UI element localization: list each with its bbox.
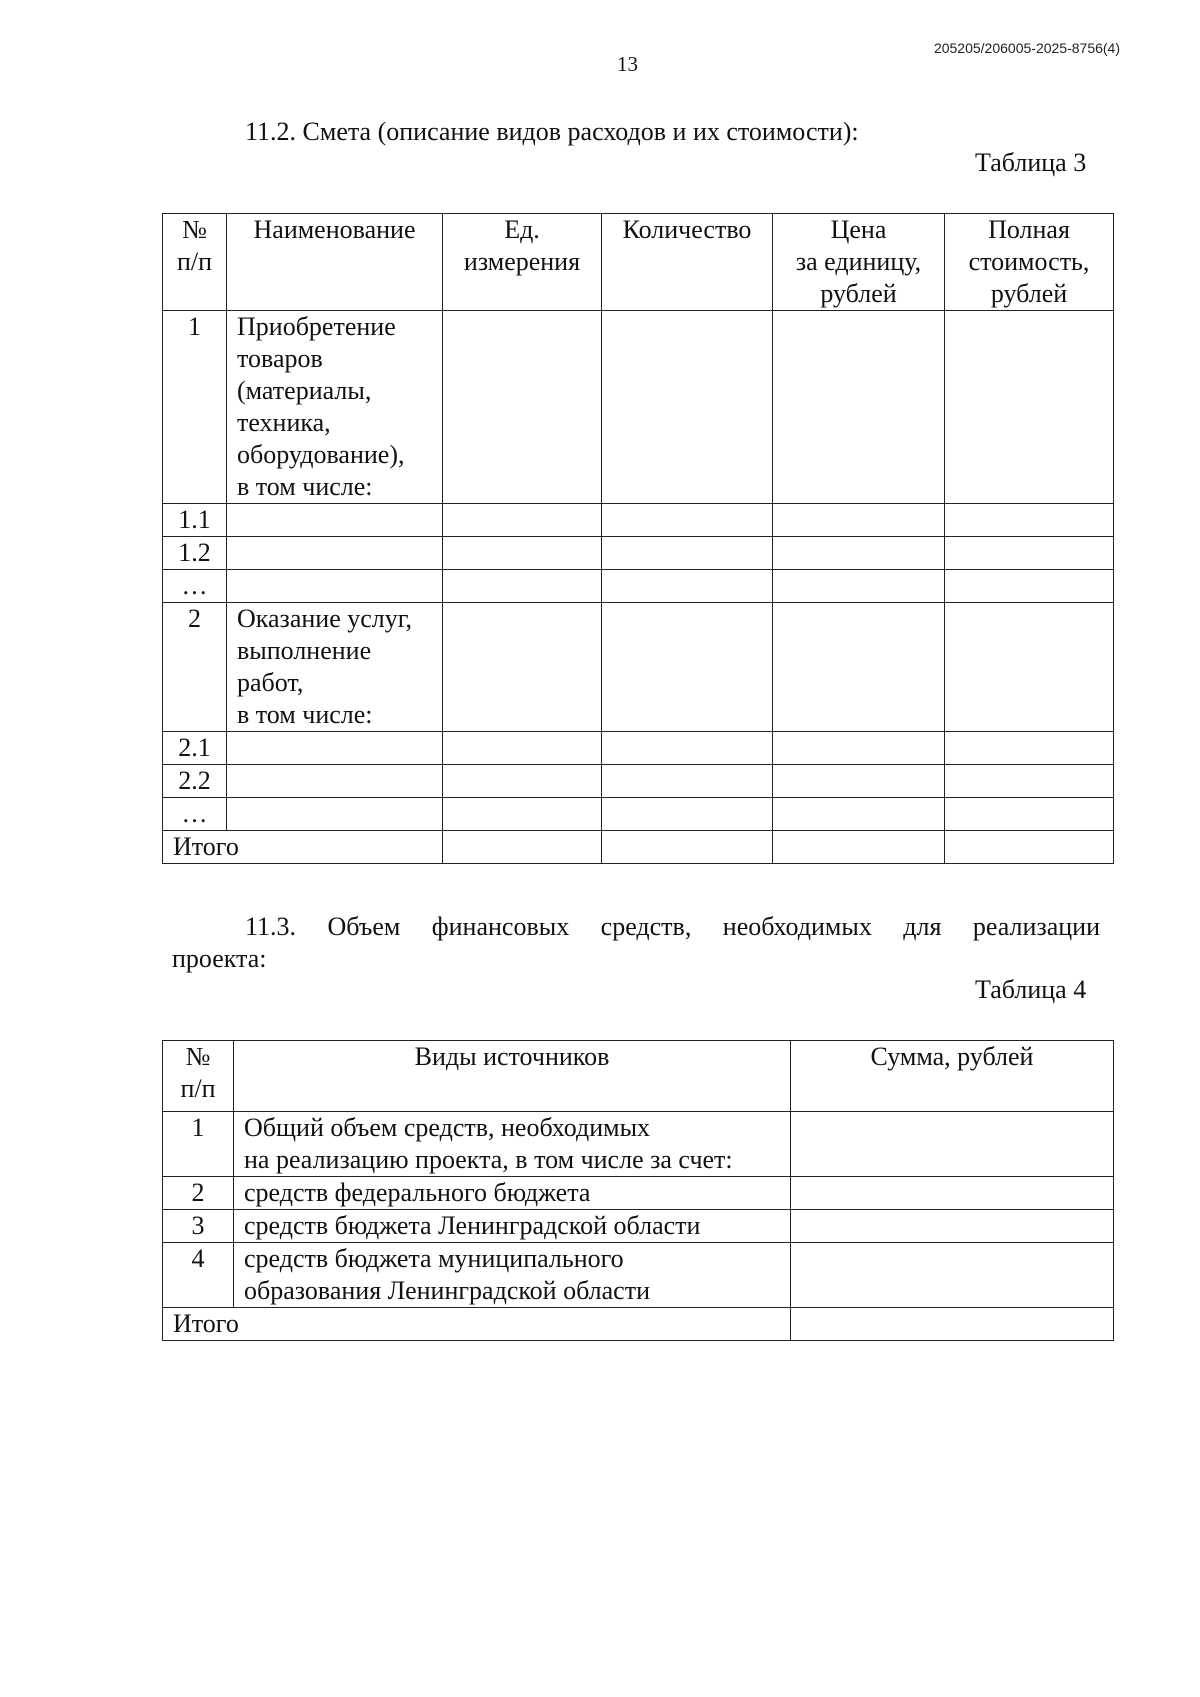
row-name[interactable] (227, 765, 443, 798)
table-header-row (163, 1041, 1114, 1112)
quantity-cell[interactable] (602, 765, 773, 798)
section-11-3-heading: 11.3. Объем финансовых средств, необходимых для реализации (245, 912, 1100, 941)
row-source: средств федерального бюджета (234, 1177, 791, 1210)
row-number: 2.1 (163, 732, 227, 765)
unit-cell[interactable] (443, 765, 602, 798)
estimate-table (162, 213, 1114, 864)
unit-price-cell[interactable] (773, 311, 945, 504)
total-cost-cell[interactable] (945, 311, 1114, 504)
total-cost-cell[interactable] (945, 537, 1114, 570)
unit-price-cell[interactable] (773, 537, 945, 570)
unit-price-cell[interactable] (773, 603, 945, 732)
column-header-unit: Ед. измерения (443, 214, 602, 311)
row-source: средств бюджета Ленинградской области (234, 1210, 791, 1243)
quantity-cell[interactable] (602, 831, 773, 864)
row-name: Оказание услуг, выполнение работ, в том числе: (227, 603, 443, 732)
column-header-unit-price: Цена за единицу, рублей (773, 214, 945, 311)
table-row (163, 1112, 1114, 1177)
amount-cell[interactable] (791, 1243, 1114, 1308)
column-header-number: № п/п (163, 214, 227, 311)
funding-sources-table (162, 1040, 1114, 1341)
unit-cell[interactable] (443, 603, 602, 732)
table-row (163, 603, 1114, 732)
row-number: 1.2 (163, 537, 227, 570)
unit-cell[interactable] (443, 732, 602, 765)
quantity-cell[interactable] (602, 537, 773, 570)
section-11-2-heading: 11.2. Смета (описание видов расходов и их стоимости): (245, 117, 859, 146)
amount-cell[interactable] (791, 1210, 1114, 1243)
total-row (163, 1308, 1114, 1341)
table-row (163, 732, 1114, 765)
quantity-cell[interactable] (602, 732, 773, 765)
row-name[interactable] (227, 732, 443, 765)
total-cost-cell[interactable] (945, 603, 1114, 732)
quantity-cell[interactable] (602, 570, 773, 603)
table-row (163, 765, 1114, 798)
total-row (163, 831, 1114, 864)
row-number: 2 (163, 603, 227, 732)
document-number: 205205/206005-2025-8756(4) (933, 40, 1120, 56)
row-number: 2 (163, 1177, 234, 1210)
total-label: Итого (163, 1308, 791, 1341)
quantity-cell[interactable] (602, 798, 773, 831)
row-number: 1.1 (163, 504, 227, 537)
table-row (163, 311, 1114, 504)
unit-price-cell[interactable] (773, 732, 945, 765)
total-cost-cell[interactable] (945, 765, 1114, 798)
row-source: Общий объем средств, необходимых на реализацию проекта, в том числе за счет: (234, 1112, 791, 1177)
column-header-sources: Виды источников (234, 1041, 791, 1112)
total-cost-cell[interactable] (945, 732, 1114, 765)
table-row (163, 1177, 1114, 1210)
unit-cell[interactable] (443, 537, 602, 570)
total-label: Итого (163, 831, 443, 864)
row-number: 4 (163, 1243, 234, 1308)
column-header-number: № п/п (163, 1041, 234, 1112)
row-number: 1 (163, 311, 227, 504)
row-source: средств бюджета муниципального образования Ленинградской области (234, 1243, 791, 1308)
unit-cell[interactable] (443, 504, 602, 537)
row-name[interactable] (227, 570, 443, 603)
row-number: 3 (163, 1210, 234, 1243)
quantity-cell[interactable] (602, 504, 773, 537)
unit-price-cell[interactable] (773, 504, 945, 537)
unit-price-cell[interactable] (773, 570, 945, 603)
row-name: Приобретение товаров (материалы, техника, оборудование), в том числе: (227, 311, 443, 504)
total-cost-cell[interactable] (945, 798, 1114, 831)
total-cost-cell[interactable] (945, 570, 1114, 603)
table-row (163, 798, 1114, 831)
table-row (163, 537, 1114, 570)
row-number: … (163, 570, 227, 603)
quantity-cell[interactable] (602, 603, 773, 732)
column-header-quantity: Количество (602, 214, 773, 311)
unit-cell[interactable] (443, 831, 602, 864)
unit-cell[interactable] (443, 311, 602, 504)
unit-cell[interactable] (443, 798, 602, 831)
amount-cell[interactable] (791, 1112, 1114, 1177)
page-number: 13 (617, 52, 638, 76)
column-header-amount: Сумма, рублей (791, 1041, 1114, 1112)
amount-cell[interactable] (791, 1308, 1114, 1341)
table-row (163, 1243, 1114, 1308)
unit-price-cell[interactable] (773, 831, 945, 864)
table-3-caption: Таблица 3 (975, 148, 1087, 177)
row-name[interactable] (227, 504, 443, 537)
section-11-3-heading-continued: проекта: (172, 944, 267, 973)
unit-price-cell[interactable] (773, 765, 945, 798)
table-row (163, 504, 1114, 537)
unit-cell[interactable] (443, 570, 602, 603)
total-cost-cell[interactable] (945, 504, 1114, 537)
column-header-total-cost: Полная стоимость, рублей (945, 214, 1114, 311)
table-row (163, 1210, 1114, 1243)
table-row (163, 570, 1114, 603)
row-number: 1 (163, 1112, 234, 1177)
unit-price-cell[interactable] (773, 798, 945, 831)
row-name[interactable] (227, 537, 443, 570)
row-name[interactable] (227, 798, 443, 831)
total-cost-cell[interactable] (945, 831, 1114, 864)
column-header-name: Наименование (227, 214, 443, 311)
row-number: … (163, 798, 227, 831)
row-number: 2.2 (163, 765, 227, 798)
quantity-cell[interactable] (602, 311, 773, 504)
table-4-caption: Таблица 4 (975, 975, 1087, 1004)
table-header-row (163, 214, 1114, 311)
amount-cell[interactable] (791, 1177, 1114, 1210)
